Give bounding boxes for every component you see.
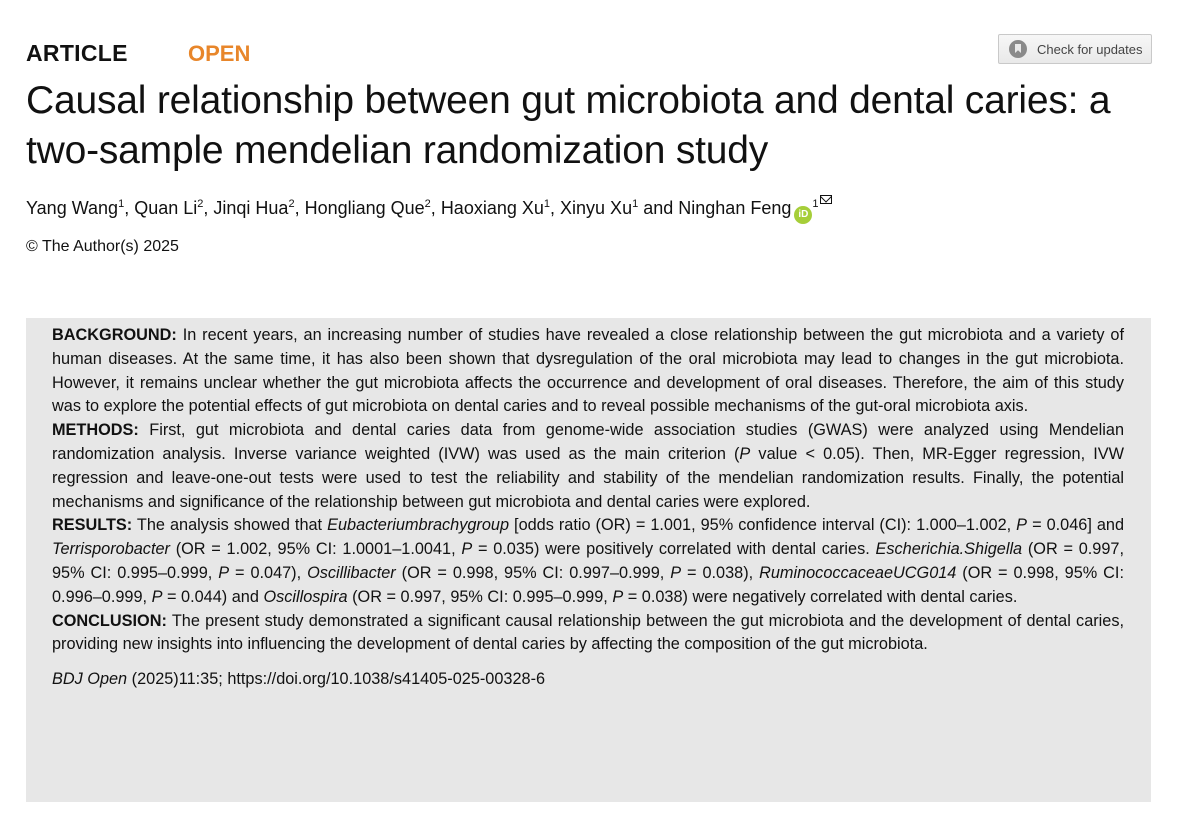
p-symbol: P	[670, 563, 682, 582]
results-text: (OR = 0.997, 95% CI: 0.995–0.999,	[52, 540, 1124, 582]
author-link[interactable]: Yang Wang	[26, 198, 119, 218]
taxon-name: Oscillospira	[263, 587, 348, 606]
p-symbol: P	[612, 587, 624, 606]
results-text: (OR = 0.998, 95% CI: 0.997–0.999,	[401, 563, 665, 582]
results-text: = 0.044) and	[167, 587, 259, 606]
authors-joiner: and	[643, 198, 674, 218]
background-text: In recent years, an increasing number of studies have revealed a close relationship between the gut microbiota and a variety of human diseases. At the same time, it has also been shown that dysregulation of the oral microbiota may lead to changes in the gut microbiota. However, it remains unclear whether the gut microbiota affects the occurrence and development of oral diseases. Therefore, the aim of this study was to explore the potential effects of gut microbiota on dental caries and to reveal possible mechanisms of the gut-oral microbiota axis.	[52, 326, 1124, 416]
taxon-name: RuminococcaceaeUCG014	[759, 563, 957, 582]
abstract-conclusion	[52, 610, 1124, 658]
results-text: = 0.047),	[235, 563, 302, 582]
results-text: = 0.035) were positively correlated with dental caries.	[477, 540, 870, 559]
p-symbol: P	[739, 444, 751, 463]
copyright-notice: © The Author(s) 2025	[26, 238, 179, 255]
journal-name: BDJ Open	[52, 670, 128, 689]
affiliation-marker: 2	[288, 198, 295, 210]
methods-text: First, gut microbiota and dental caries data from genome-wide association studies (GWAS) were analyzed using Mendelian randomization analysis. Inverse variance weighted (IVW) was used as the main criterion (	[52, 421, 1125, 463]
affiliation-marker: 2	[197, 198, 204, 210]
affiliation-marker: 1	[632, 198, 639, 210]
background-heading: BACKGROUND:	[52, 326, 177, 344]
mail-icon[interactable]	[820, 195, 832, 204]
taxon-name: Terrisporobacter	[52, 540, 170, 559]
article-type-label: ARTICLE	[26, 40, 128, 66]
results-text: [odds ratio (OR) = 1.001, 95% confidence interval (CI): 1.000–1.002,	[514, 516, 1012, 535]
citation-line	[52, 668, 1124, 692]
author-link[interactable]: Haoxiang Xu	[440, 198, 544, 218]
author-link[interactable]: Ninghan Feng	[678, 198, 792, 218]
results-heading: RESULTS:	[52, 516, 133, 535]
taxon-name: Oscillibacter	[307, 563, 396, 582]
conclusion-heading: CONCLUSION:	[52, 611, 167, 630]
author-link[interactable]: Hongliang Que	[304, 198, 425, 218]
abstract-box	[26, 318, 1151, 802]
results-text: The analysis showed that	[136, 516, 323, 535]
taxon-name: Eubacteriumbrachygroup	[327, 516, 510, 535]
article-header	[26, 40, 1152, 74]
results-text: = 0.038),	[687, 563, 754, 582]
check-for-updates-button[interactable]	[998, 34, 1152, 64]
abstract-background	[52, 324, 1124, 419]
results-text: = 0.038) were negatively correlated with dental caries.	[627, 587, 1018, 606]
orcid-icon[interactable]: iD	[794, 206, 812, 224]
results-text: = 0.046] and	[1032, 516, 1125, 535]
author-link[interactable]: Xinyu Xu	[560, 198, 633, 218]
p-symbol: P	[461, 540, 473, 559]
p-symbol: P	[1016, 516, 1028, 535]
abstract-methods	[52, 419, 1124, 514]
bookmark-icon	[1009, 40, 1027, 58]
author-list: Yang Wang$^1$, Quan Li$^2$, Jinqi Hua$^2$, Hongliang Que$^2$, Haoxiang Xu$^1$, Xinyu Xu$^1$ and Ninghan Feng $iD^1$	[26, 192, 1176, 224]
results-text: (OR = 0.998, 95% CI: 0.996–0.999,	[52, 563, 1124, 606]
p-symbol: P	[151, 587, 163, 606]
affiliation-marker: 1	[543, 198, 551, 210]
conclusion-text: The present study demonstrated a significant causal relationship between the gut microbiota and the development of dental caries, providing new insights into influencing the development of dental caries by affecting the composition of the gut microbiota.	[52, 611, 1125, 654]
affiliation-marker: 2	[424, 198, 431, 210]
abstract-results	[52, 514, 1124, 609]
citation-separator: ;	[218, 670, 223, 689]
affiliation-marker: 1	[118, 198, 125, 210]
results-text: (OR = 0.997, 95% CI: 0.995–0.999,	[352, 587, 608, 606]
check-for-updates-label: Check for updates	[1037, 41, 1143, 57]
methods-text: value < 0.05). Then, MR-Egger regression, IVW regression and leave-one-out tests were used to test the reliability and stability of the mendelian randomization results. Finally, the potential mechanisms and significance of the relationship between gut microbiota and dental caries were explored.	[52, 444, 1125, 511]
affiliation-marker: 1	[812, 198, 819, 210]
author-link[interactable]: Quan Li	[134, 198, 198, 218]
taxon-name: Escherichia.Shigella	[875, 540, 1023, 559]
volume-info: (2025)11:35	[131, 670, 219, 689]
open-access-label: OPEN	[188, 41, 251, 66]
author-link[interactable]: Jinqi Hua	[213, 198, 289, 218]
article-title: Causal relationship between gut microbiota and dental caries: a two-sample mendelian randomization study	[26, 79, 1111, 172]
doi-link[interactable]: https://doi.org/10.1038/s41405-025-00328-6	[227, 670, 546, 689]
methods-heading: METHODS:	[52, 421, 139, 440]
results-text: (OR = 1.002, 95% CI: 1.0001–1.0041,	[175, 540, 456, 559]
p-symbol: P	[218, 563, 230, 582]
